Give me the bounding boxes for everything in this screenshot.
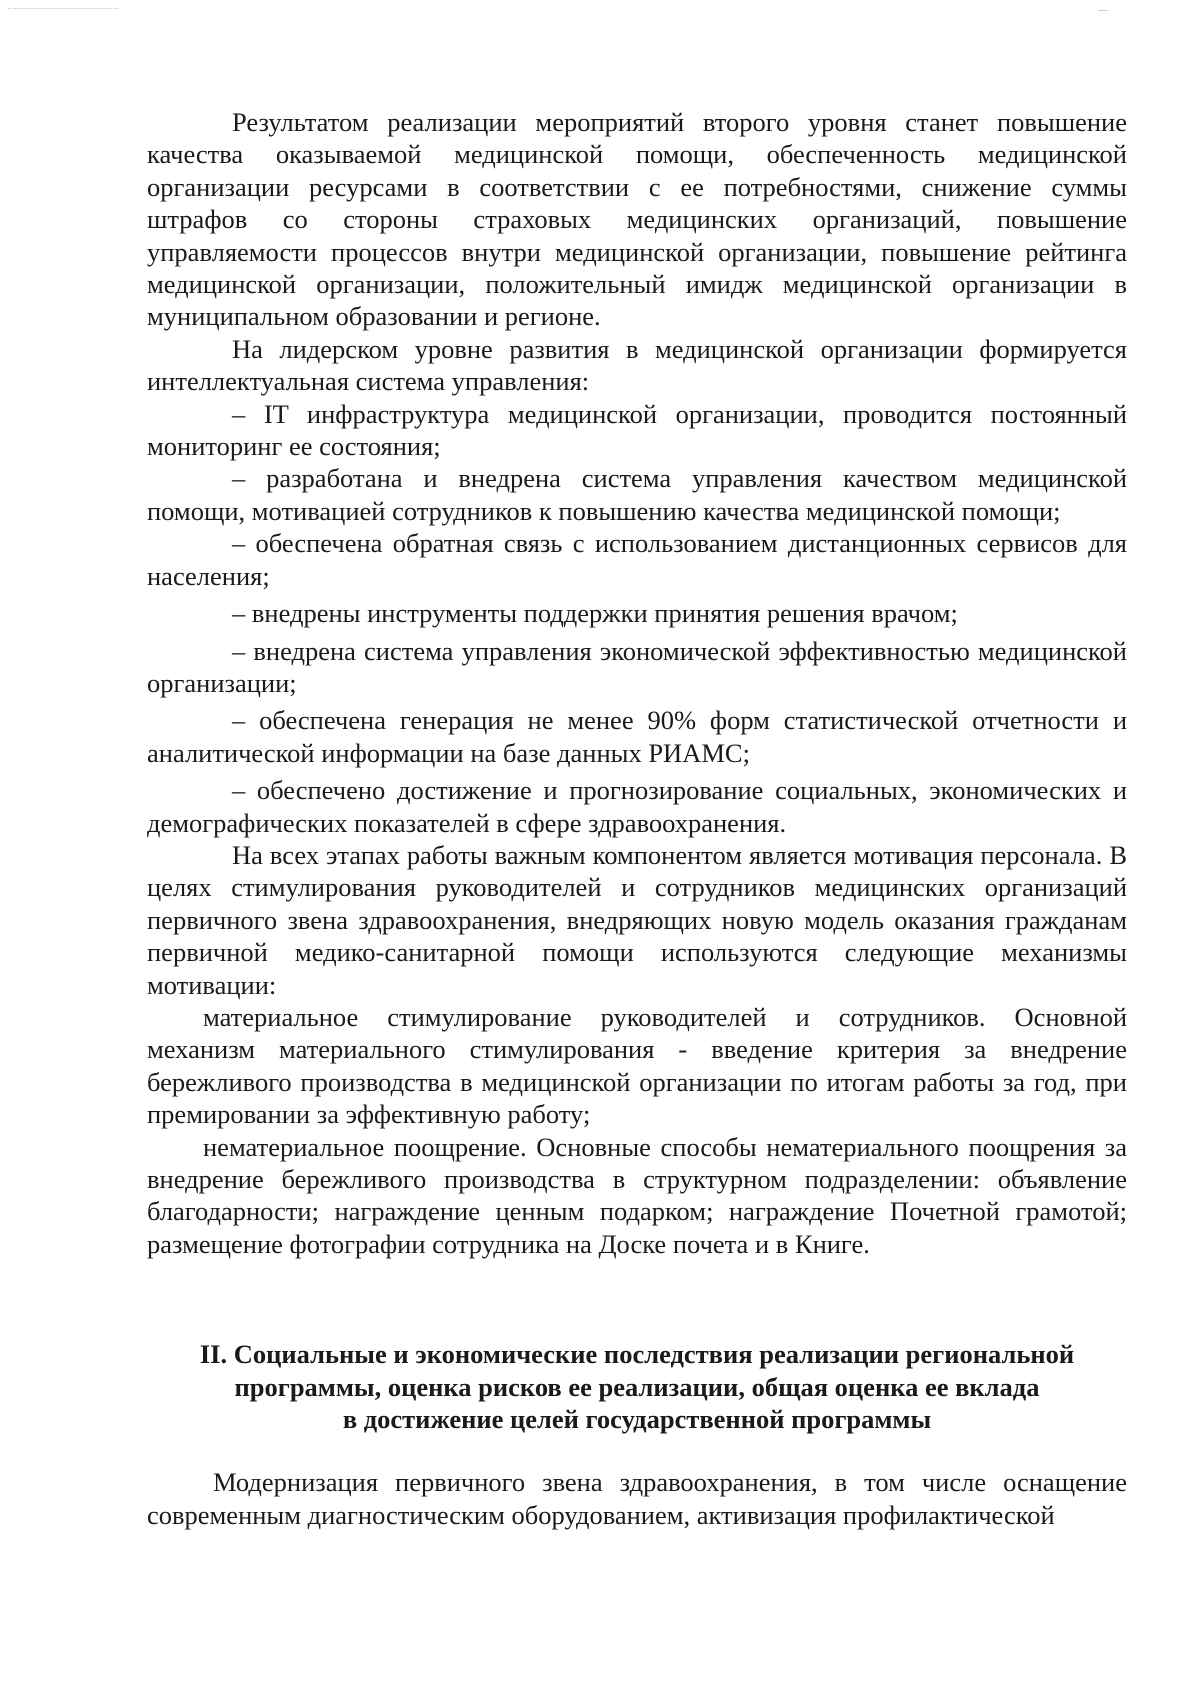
- scan-artifact: [8, 8, 118, 12]
- list-item-feedback: – обеспечена обратная связь с использованием дистанционных сервисов для населения;: [147, 528, 1127, 591]
- paragraph-leader-level: На лидерском уровне развития в медицинской организации формируется интеллектуальная система управления:: [147, 333, 1127, 397]
- list-item-statistics-generation: – обеспечена генерация не менее 90% форм статистической отчетности и аналитической информации на базе данных РИАМС;: [147, 705, 1127, 768]
- paragraph-modernization: Модернизация первичного звена здравоохранения, в том числе оснащение современным диагностическим оборудованием, активизация профилактической: [147, 1467, 1127, 1530]
- paragraph-level-two-results: Результатом реализации мероприятий второго уровня станет повышение качества оказываемой медицинской помощи, обеспеченность медицинской организации ресурсами в соответствии с ее потребностями, снижение суммы штрафов со стороны страховых медицинских организаций, повышение управляемости процессов внутри медицинской организации, повышение рейтинга медицинской организации, положительный имидж медицинской организации в муниципальном образовании и регионе.: [147, 107, 1127, 332]
- list-item-it-infrastructure: – IT инфраструктура медицинской организации, проводится постоянный мониторинг ее состояния;: [147, 398, 1127, 462]
- section-heading-line: в достижение целей государственной программы: [342, 1404, 932, 1435]
- paragraph-material-incentives: материальное стимулирование руководителей и сотрудников. Основной механизм материального стимулирования - введение критерия за внедрение бережливого производства в медицинской организации по итогам работы за год, при премировании за эффективную работу;: [147, 1001, 1127, 1130]
- paragraph-motivation: На всех этапах работы важным компонентом является мотивация персонала. В целях стимулирования руководителей и сотрудников медицинских организаций первичного звена здравоохранения, внедряющих новую модель оказания гражданам первичной медико-санитарной помощи используются следующие механизмы мотивации:: [147, 839, 1127, 1000]
- section-heading-line: II. Социальные и экономические последствия реализации региональной: [199, 1339, 1075, 1370]
- list-item-quality-management: – разработана и внедрена система управления качеством медицинской помощи, мотивацией сотрудников к повышению качества медицинской помощи;: [147, 463, 1127, 526]
- scan-artifact: [1098, 10, 1108, 11]
- list-item-forecasting: – обеспечено достижение и прогнозирование социальных, экономических и демографических показателей в сфере здравоохранения.: [147, 775, 1127, 838]
- document-page: [147, 106, 1127, 1531]
- paragraph-non-material-incentives: нематериальное поощрение. Основные способы нематериального поощрения за внедрение бережливого производства в структурном подразделении: объявление благодарности; награждение ценным подарком; награждение Почетной грамотой; размещение фотографии сотрудника на Доске почета и в Книге.: [147, 1131, 1127, 1259]
- section-heading: [147, 1338, 1127, 1435]
- section-heading-line: программы, оценка рисков ее реализации, общая оценка ее вклада: [234, 1371, 1040, 1402]
- list-item-decision-support: – внедрены инструменты поддержки принятия решения врачом;: [232, 598, 958, 629]
- list-item-economic-efficiency: – внедрена система управления экономической эффективностью медицинской организации;: [147, 635, 1127, 698]
